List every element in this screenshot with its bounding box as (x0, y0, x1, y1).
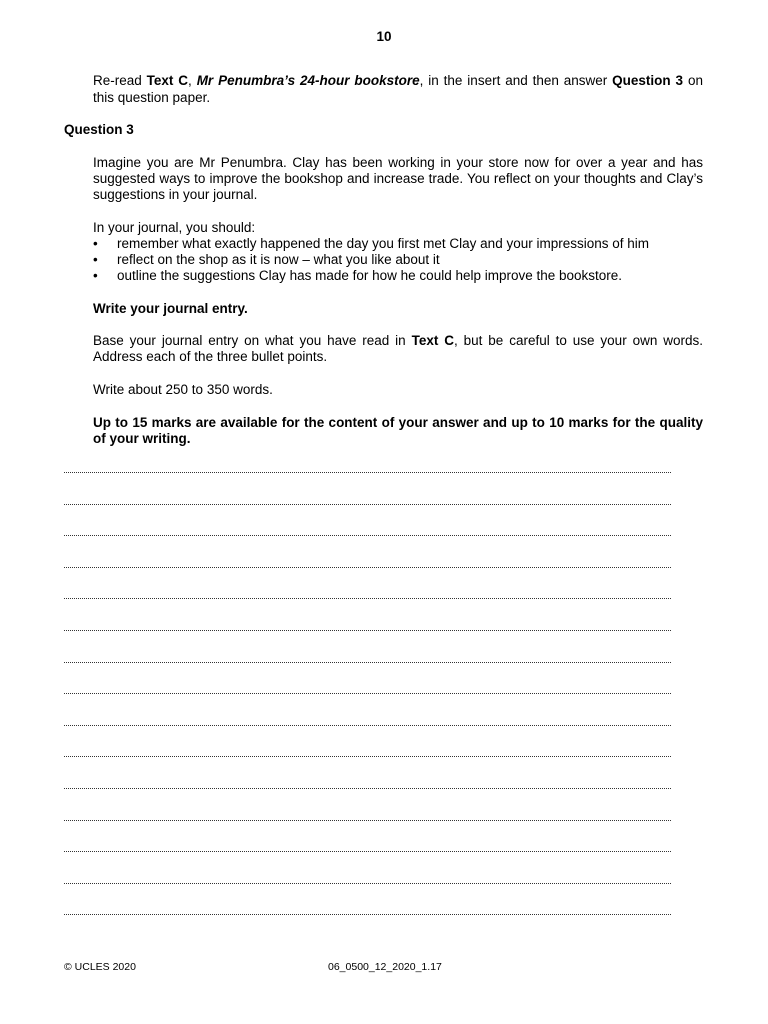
footer-code: 06_0500_12_2020_1.17 (328, 961, 442, 973)
answer-line[interactable] (64, 746, 671, 778)
answer-line[interactable] (64, 494, 671, 526)
answer-area[interactable] (64, 462, 671, 936)
answer-line[interactable] (64, 715, 671, 747)
answer-line[interactable] (64, 778, 671, 810)
answer-line[interactable] (64, 525, 671, 557)
bullet-list (93, 236, 713, 284)
answer-line[interactable] (64, 683, 671, 715)
answer-line[interactable] (64, 620, 671, 652)
bullet-text: reflect on the shop as it is now – what you like about it (117, 252, 440, 267)
answer-line[interactable] (64, 810, 671, 842)
intro-text: Re-read (93, 73, 147, 88)
marks-note: Up to 15 marks are available for the content of your answer and up to 10 marks for the quality of your writing. (93, 415, 703, 446)
intro-text: , (188, 73, 197, 88)
base-text: Base your journal entry on what you have read in (93, 333, 412, 348)
bullet-text: remember what exactly happened the day you first met Clay and your impressions of him (117, 236, 649, 251)
bullet-item (93, 236, 713, 252)
base-paragraph (93, 333, 703, 365)
bullet-glyph: • (93, 252, 98, 267)
bullet-item (93, 252, 713, 268)
intro-text: on this question paper. (93, 73, 703, 105)
answer-line[interactable] (64, 462, 671, 494)
page-number: 10 (376, 29, 392, 44)
question-reference: Question 3 (612, 73, 684, 88)
bullet-glyph: • (93, 268, 98, 283)
answer-line[interactable] (64, 588, 671, 620)
bullet-text: outline the suggestions Clay has made for how he could help improve the bookstore. (117, 268, 623, 283)
question-heading: Question 3 (64, 122, 134, 137)
instruction-lead: In your journal, you should: (93, 220, 256, 235)
answer-line[interactable] (64, 873, 671, 905)
text-reference: Text C (411, 333, 454, 348)
intro-paragraph (93, 73, 703, 106)
answer-line[interactable] (64, 841, 671, 873)
answer-line[interactable] (64, 904, 671, 936)
intro-text: , in the insert and then answer (419, 73, 613, 88)
word-count-instruction: Write about 250 to 350 words. (93, 382, 273, 397)
bullet-glyph: • (93, 236, 98, 251)
text-title: Mr Penumbra’s 24-hour bookstore (196, 73, 420, 88)
bullet-item (93, 268, 713, 284)
answer-line[interactable] (64, 557, 671, 589)
text-reference: Text C (146, 73, 189, 88)
task-instruction: Write your journal entry. (93, 301, 248, 316)
footer-copyright: © UCLES 2020 (64, 961, 136, 973)
scenario-paragraph: Imagine you are Mr Penumbra. Clay has been working in your store now for over a year and has suggested ways to improve the bookshop and increase trade. You reflect on your thoughts and Clay’s suggestions in your journal. (93, 155, 703, 202)
answer-line[interactable] (64, 652, 671, 684)
base-text: , but be careful to use your own words. Address each of the three bullet points. (93, 333, 703, 364)
